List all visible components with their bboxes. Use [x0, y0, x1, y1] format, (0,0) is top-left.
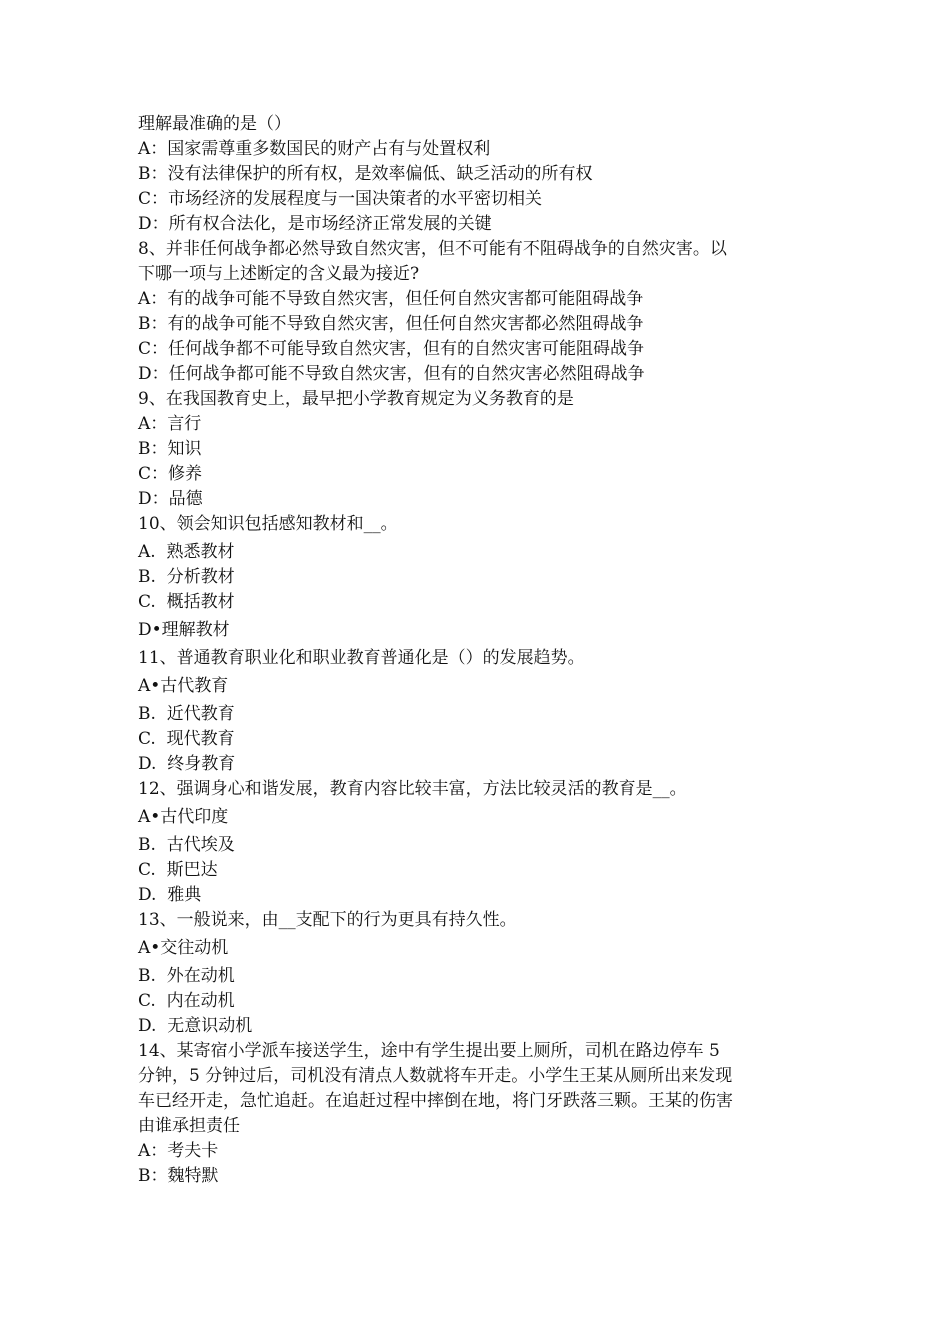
option-c: C：修养 [138, 464, 203, 484]
option-b: B：魏特默 [138, 1166, 219, 1186]
option-a: A：言行 [138, 414, 202, 434]
question-10: 10、领会知识包括感知教材和__。 [138, 514, 398, 534]
option-b: B：有的战争可能不导致自然灾害，但任何自然灾害都必然阻碍战争 [138, 314, 644, 334]
option-d: D：所有权合法化，是市场经济正常发展的关键 [138, 214, 492, 234]
option-b: B. 分析教材 [138, 567, 235, 587]
option-a: A. 熟悉教材 [138, 542, 235, 562]
document-body [138, 112, 828, 1189]
option-d: D：品德 [138, 489, 203, 509]
question-13: 13、一般说来，由__支配下的行为更具有持久性。 [138, 910, 517, 930]
option-a: A•交往动机 [138, 938, 229, 958]
option-a: A：国家需尊重多数国民的财产占有与处置权利 [138, 139, 491, 159]
option-d: D•理解教材 [138, 620, 230, 640]
option-b: B. 古代埃及 [138, 835, 235, 855]
text-line: 理解最准确的是（） [138, 114, 291, 134]
option-a: A•古代印度 [138, 807, 229, 827]
question-8-cont: 下哪一项与上述断定的含义最为接近? [138, 264, 420, 284]
option-a: A：考夫卡 [138, 1141, 219, 1161]
option-c: C. 斯巴达 [138, 860, 218, 880]
option-c: C. 内在动机 [138, 991, 235, 1011]
option-a: A•古代教育 [138, 676, 229, 696]
question-14: 14、某寄宿小学派车接送学生，途中有学生提出要上厕所，司机在路边停车 5 [138, 1041, 720, 1061]
question-14-cont: 由谁承担责任 [138, 1116, 240, 1136]
option-b: B. 近代教育 [138, 704, 235, 724]
question-8: 8、并非任何战争都必然导致自然灾害，但不可能有不阻碍战争的自然灾害。以 [138, 239, 727, 259]
option-b: B：知识 [138, 439, 202, 459]
option-d: D. 无意识动机 [138, 1016, 253, 1036]
question-14-cont: 车已经开走，急忙追赶。在追赶过程中摔倒在地，将门牙跌落三颗。王某的伤害 [138, 1091, 733, 1111]
question-11: 11、普通教育职业化和职业教育普通化是（）的发展趋势。 [138, 648, 585, 668]
question-14-cont: 分钟，5 分钟过后，司机没有清点人数就将车开走。小学生王某从厕所出来发现 [138, 1066, 733, 1086]
option-c: C：任何战争都不可能导致自然灾害，但有的自然灾害可能阻碍战争 [138, 339, 645, 359]
option-c: C. 概括教材 [138, 592, 235, 612]
option-b: B. 外在动机 [138, 966, 235, 986]
option-c: C：市场经济的发展程度与一国决策者的水平密切相关 [138, 189, 543, 209]
option-c: C. 现代教育 [138, 729, 235, 749]
option-d: D. 终身教育 [138, 754, 236, 774]
option-a: A：有的战争可能不导致自然灾害，但任何自然灾害都可能阻碍战争 [138, 289, 644, 309]
option-b: B：没有法律保护的所有权，是效率偏低、缺乏活动的所有权 [138, 164, 593, 184]
option-d: D：任何战争都可能不导致自然灾害，但有的自然灾害必然阻碍战争 [138, 364, 645, 384]
option-d: D. 雅典 [138, 885, 202, 905]
question-9: 9、在我国教育史上，最早把小学教育规定为义务教育的是 [138, 389, 574, 409]
question-12: 12、强调身心和谐发展，教育内容比较丰富，方法比较灵活的教育是__。 [138, 779, 687, 799]
